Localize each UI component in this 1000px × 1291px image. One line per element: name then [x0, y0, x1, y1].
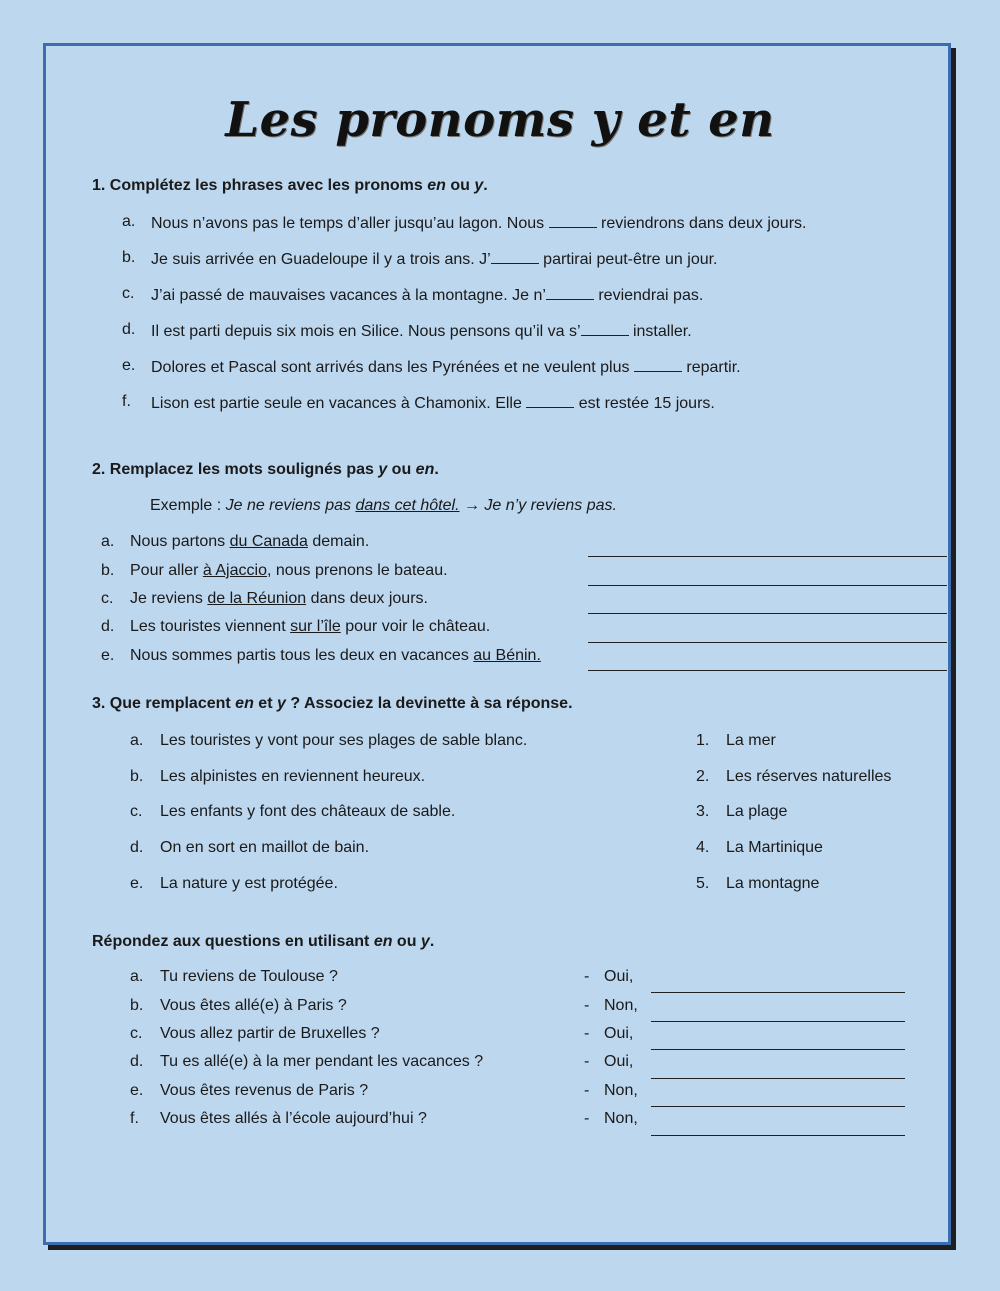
answer-line[interactable]: [651, 1078, 905, 1079]
list-item: 5. La montagne: [696, 875, 820, 892]
section-3-heading: 3. Que remplacent en et y ? Associez la devinette à sa réponse.: [92, 695, 573, 712]
list-item: d. On en sort en maillot de bain.: [130, 839, 370, 856]
answer-prefix: Non,: [604, 1110, 638, 1127]
answer-blank[interactable]: [549, 213, 597, 228]
answer-line[interactable]: [651, 1135, 905, 1136]
section-2-heading: 2. Remplacez les mots soulignés pas y ou en.: [92, 461, 439, 478]
arrow-icon: →: [459, 497, 485, 514]
dash: -: [584, 968, 590, 985]
list-item: c. J’ai passé de mauvaises vacances à la montagne. Je n’ reviendrai pas.: [122, 285, 704, 304]
answer-prefix: Non,: [604, 997, 638, 1014]
answer-blank[interactable]: [634, 357, 682, 372]
answer-line[interactable]: [651, 1106, 905, 1107]
question-row: e. Vous êtes revenus de Paris ?: [130, 1082, 369, 1099]
question-row: a. Tu reviens de Toulouse ?: [130, 968, 338, 985]
list-item: e. Nous sommes partis tous les deux en vacances au Bénin.: [101, 647, 541, 664]
dash: -: [584, 1110, 590, 1127]
dash: -: [584, 1082, 590, 1099]
list-item: a. Nous n’avons pas le temps d’aller jusqu’au lagon. Nous reviendrons dans deux jours.: [122, 213, 807, 232]
answer-blank[interactable]: [581, 321, 629, 336]
list-item: b. Pour aller à Ajaccio, nous prenons le bateau.: [101, 562, 448, 579]
answer-line[interactable]: [651, 992, 905, 993]
list-item: 1. La mer: [696, 732, 776, 749]
list-item: c. Je reviens de la Réunion dans deux jours.: [101, 590, 428, 607]
answer-line[interactable]: [588, 613, 947, 614]
list-item: b. Les alpinistes en reviennent heureux.: [130, 768, 426, 785]
answer-line[interactable]: [588, 642, 947, 643]
answer-prefix: Non,: [604, 1082, 638, 1099]
list-item: e. Dolores et Pascal sont arrivés dans les Pyrénées et ne veulent plus repartir.: [122, 357, 741, 376]
answer-line[interactable]: [588, 585, 947, 586]
list-item: f. Lison est partie seule en vacances à Chamonix. Elle est restée 15 jours.: [122, 393, 715, 412]
answer-blank[interactable]: [546, 285, 594, 300]
dash: -: [584, 1053, 590, 1070]
list-item: a. Les touristes y vont pour ses plages de sable blanc.: [130, 732, 528, 749]
question-row: b. Vous êtes allé(e) à Paris ?: [130, 997, 347, 1014]
list-item: e. La nature y est protégée.: [130, 875, 338, 892]
answer-line[interactable]: [588, 556, 947, 557]
section-4-heading: Répondez aux questions en utilisant en ou y.: [92, 933, 435, 950]
list-item: d. Les touristes viennent sur l’île pour voir le château.: [101, 618, 491, 635]
list-item: d. Il est parti depuis six mois en Silice. Nous pensons qu’il va s’ installer.: [122, 321, 692, 340]
answer-prefix: Oui,: [604, 1025, 634, 1042]
question-row: d. Tu es allé(e) à la mer pendant les vacances ?: [130, 1053, 484, 1070]
list-item: b. Je suis arrivée en Guadeloupe il y a trois ans. J’ partirai peut-être un jour.: [122, 249, 718, 268]
answer-prefix: Oui,: [604, 968, 634, 985]
dash: -: [584, 1025, 590, 1042]
example-line: Exemple : Je ne reviens pas dans cet hôtel. → Je n’y reviens pas.: [150, 497, 617, 514]
list-item: 3. La plage: [696, 803, 788, 820]
answer-blank[interactable]: [526, 393, 574, 408]
question-row: f. Vous êtes allés à l’école aujourd’hui ?: [130, 1110, 427, 1127]
answer-line[interactable]: [588, 670, 947, 671]
list-item: 4. La Martinique: [696, 839, 823, 856]
question-row: c. Vous allez partir de Bruxelles ?: [130, 1025, 380, 1042]
list-item: 2. Les réserves naturelles: [696, 768, 892, 785]
list-item: a. Nous partons du Canada demain.: [101, 533, 370, 550]
answer-blank[interactable]: [491, 249, 539, 264]
section-1-heading: 1. Complétez les phrases avec les pronoms en ou y.: [92, 177, 488, 194]
dash: -: [584, 997, 590, 1014]
list-item: c. Les enfants y font des châteaux de sable.: [130, 803, 456, 820]
answer-line[interactable]: [651, 1021, 905, 1022]
answer-prefix: Oui,: [604, 1053, 634, 1070]
answer-line[interactable]: [651, 1049, 905, 1050]
page-title: Les pronoms y et en: [225, 92, 775, 148]
